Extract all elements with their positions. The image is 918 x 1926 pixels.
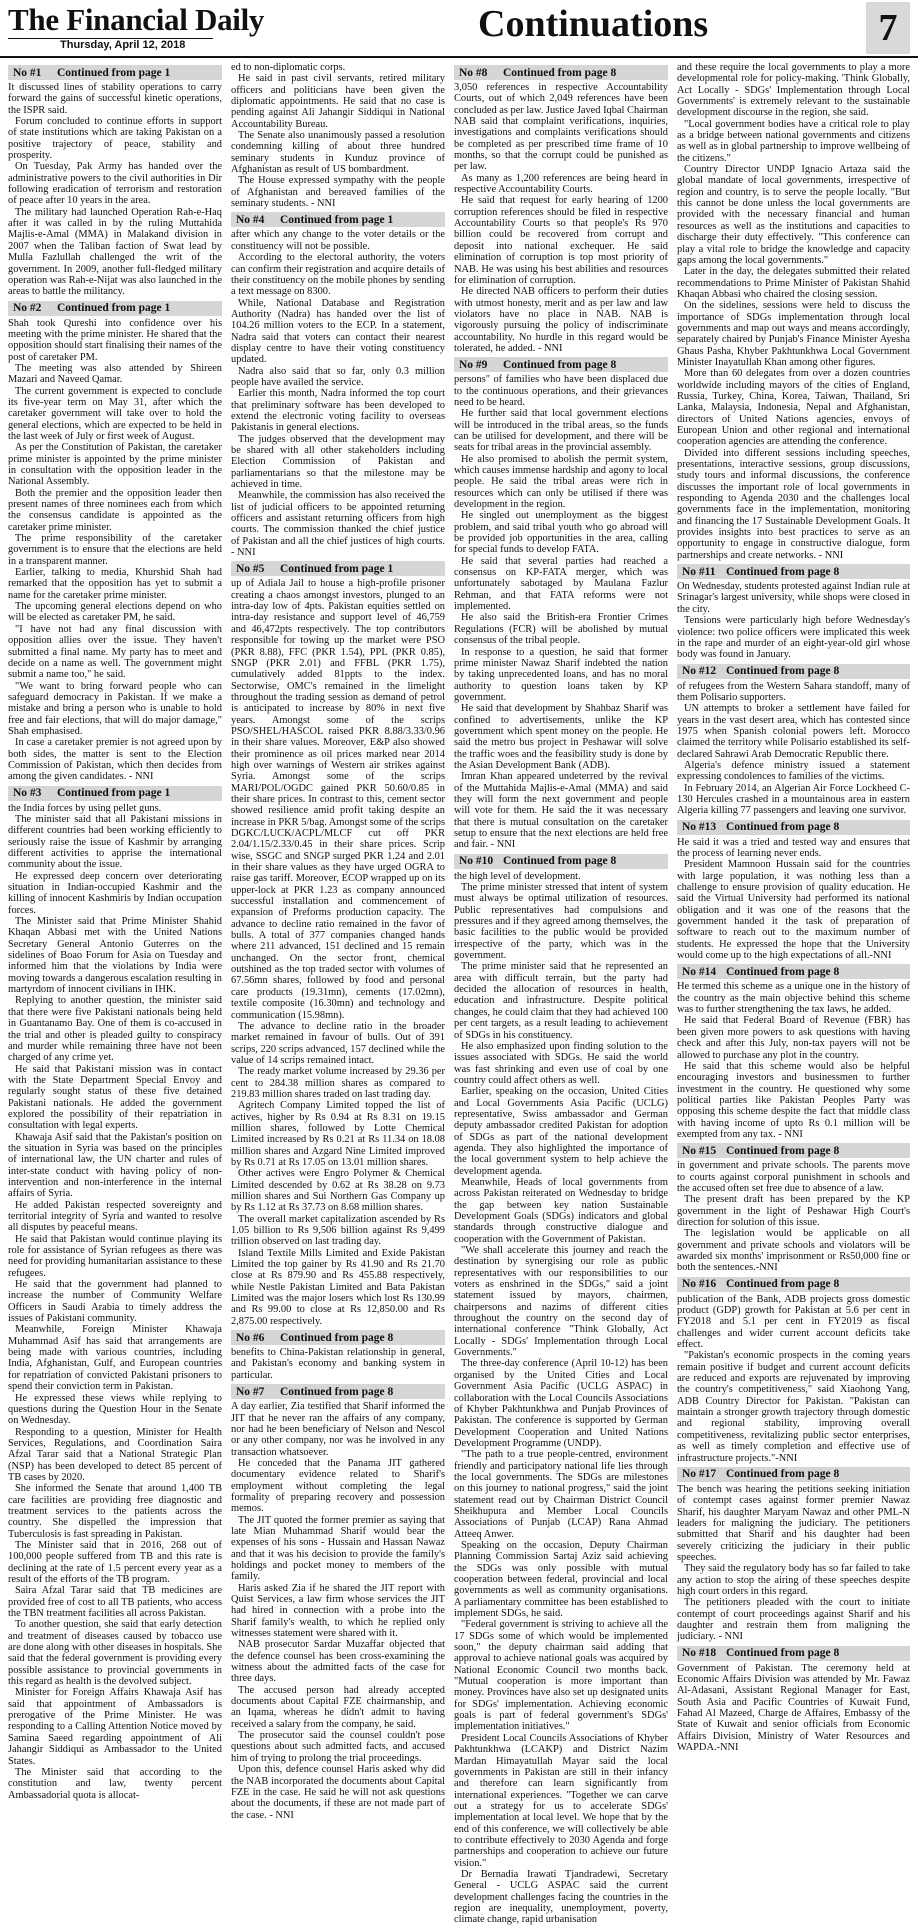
paragraph: The overall market capitalization ascended by Rs 1.05 billion to Rs 9,506 billion against Rs 9,499 trillion observed on last trading day. xyxy=(231,1213,445,1248)
paragraph: Nadra also said that so far, only 0.3 million people have availed the service. xyxy=(231,365,445,388)
story-body xyxy=(454,871,668,1926)
paragraph: The House expressed sympathy with the people of Afghanistan and bereaved families of the seminary students. - NNI xyxy=(231,175,445,210)
story-body xyxy=(8,803,222,1801)
story-body xyxy=(677,1160,910,1273)
paragraph: The JIT quoted the former premier as saying that late Mian Muhammad Sharif would bear the expenses of his sons - Hussain and Hassan Nawaz and that it was his decision to provide the family's holdings and pocket money to members of the family. xyxy=(231,1514,445,1583)
paragraph: The accused person had already accepted documents about Capital FZE chairmanship, and an Iqama, whereas he didn't admit to having received a salary from the company, he said. xyxy=(231,1684,445,1730)
paragraph: ed to non-diplomatic corps. xyxy=(231,62,346,73)
continuation-header xyxy=(454,65,668,80)
paragraph: He directed NAB officers to perform their duties with utmost honesty, merit and as per law and law violators have no place in NAB. NAB is vigorously pursuing the policy of indiscriminate accountability. No hurdle in this regard would be tolerated, he added. - NNI xyxy=(454,286,668,354)
paragraph: The Minister said that Prime Minister Shahid Khaqan Abbasi met with the United Nations Secretary General Antonio Guterres on the sidelines of Boao Forum for Asia on Tuesday and informed him that the violations by India were moving towards a dangerous escalation resulting in martyrdom of innocent civilians in IHK. xyxy=(8,916,222,996)
paragraph: He said it was a tried and tested way and ensures that the process of learning never ends. xyxy=(677,836,910,859)
paragraph: Minister for Foreign Affairs Khawaja Asif has said that appointment of Ambassadors is prerogative of the Prime Minister. He was responding to a Calling Attention Notice moved by Samina Saeed regarding appointment of Ali Jahangir Siddiqui as Ambassador to the United States. xyxy=(8,1687,222,1767)
continued-from-label: Continued from page 8 xyxy=(503,855,617,868)
paragraph: The advance to decline ratio in the broader market remained in favour of bulls. Out of 391 scrips, 220 scrips advanced, 157 declined while the value of 14 scrips remained intact. xyxy=(231,1020,445,1066)
paragraph: According to the electoral authority, the voters can confirm their registration and acquire details of their constituency on the mobile phones by sending a text message on 8300. xyxy=(231,252,445,298)
paragraph: She informed the Senate that around 1,400 TB care facilities are providing free diagnostic and treatment services to the patients across the country. She dispelled the impression that Tuberculosis is fast spreading in Pakistan. xyxy=(8,1483,222,1540)
paragraph: A day earlier, Zia testified that Sharif informed the JIT that he never ran the affairs of any company, nor had he been beneficiary of Nelson and Nescol or any other company, nor was he involved in any transaction whatsoever. xyxy=(231,1401,445,1458)
paragraph: Responding to a question, Minister for Health Services, Regulations, and Coordination Saira Afzal Tarar said that a National Strategic Plan (NSP) has been developed to detect 85 percent of TB cases by 2020. xyxy=(8,1426,222,1483)
continuation-header xyxy=(677,664,910,679)
paragraph: On Wednesday, students protested against Indian rule at Srinagar's largest university, while shops were closed in the city. xyxy=(677,581,910,615)
story-body xyxy=(677,62,910,561)
paragraph: He also promised to abolish the permit system, which causes immense hardship and agony to local people. He said the tribal areas were rich in resources which can only be utilised if there was development in the region. xyxy=(454,453,668,511)
paragraph: "We want to bring forward people who can safeguard democracy in Pakistan. If we make a mistake and bring a person who is unable to hold free and fair elections, that will do major damage," Shah emphasised. xyxy=(8,680,222,737)
paragraph: He also said the British-era Frontier Crimes Regulations (FCR) will be abolished by mutual consensus of the tribal people. xyxy=(454,612,668,647)
continuation-header xyxy=(677,1143,910,1158)
story-number: No #4 xyxy=(236,213,265,226)
continuation-header xyxy=(231,561,445,576)
publication-name: The Financial Daily xyxy=(8,2,265,37)
story-number: No #18 xyxy=(682,1647,717,1660)
continued-from-label: Continued from page 8 xyxy=(726,665,840,678)
paragraph: The ready market volume increased by 29.36 per cent to 284.38 million shares as compared to 219.83 million shares traded on last trading day. xyxy=(231,1066,445,1100)
continuation-header xyxy=(454,854,668,869)
story-number: No #9 xyxy=(459,358,488,371)
story-body xyxy=(677,1294,910,1464)
story-body xyxy=(231,1347,445,1381)
paragraph: It discussed lines of stability operations to carry forward the gains of successful kinetic operations, the ISPR said. xyxy=(8,82,222,116)
paragraph: The current government is expected to conclude its five-year term on May 31, after which the caretaker government will take over to hold the general elections, which are expected to be held in the last week of July or first week of August. xyxy=(8,385,222,442)
paragraph: The Minister said that in 2016, 268 out of 100,000 people suffered from TB and this rate is declining at the rate of 1.5 percent every year as a result of the efforts of the TB program. xyxy=(8,1539,222,1585)
continued-from-label: Continued from page 1 xyxy=(57,787,171,800)
story-number: No #14 xyxy=(682,965,717,978)
paragraph: Government of Pakistan. The ceremony held at Economic Affairs Division was attended by Mr. Fawaz Al-Adasani, Assistant Regional Manager for East, South Asia and Pacific Countries of Kuwait Fund, Fahad Al Mazeed, Charge de Affaires, Embassy of the State of Kuwait and senior officials from Economic Affairs Division, Ministry of Water Resources and WAPDA.-NNI xyxy=(677,1662,910,1754)
paragraph: "We shall accelerate this journey and reach the destination by synergising our role as public representatives with our responsibilities to our voters as enshrined in the SDGs," said a joint statement issued by mayors, chairmen, chairpersons and nazims of different cities throughout the country on the second day of international conference "Think Globally, Act Locally - SDGs' Implementation through Local Governments." xyxy=(454,1245,668,1359)
page-number: 7 xyxy=(866,2,910,54)
paragraph: persons" of families who have been displaced due to the continuous operations, and their grievances need to be heard. xyxy=(454,374,668,408)
paragraph: the India forces by using pellet guns. xyxy=(8,802,162,814)
paragraph: Dr Bernadia Irawati Tjandradewi, Secretary General - UCLG ASPAC said the current development challenges facing the countries in the region are inequality, unemployment, poverty, climate change, rapid urbanisation xyxy=(454,1868,668,1926)
story-body xyxy=(8,318,222,783)
paragraph: The legislation would be applicable on all government and private schools and violators will be awarded six months' imprisonment or Rs50,000 fine or both the sentences.-NNI xyxy=(677,1228,910,1274)
paragraph: NAB prosecutor Sardar Muzaffar objected that the defence counsel has been cross-examining the witness about the admitted facts of the case for three days. xyxy=(231,1639,445,1685)
paragraph: He said that this scheme would also be helpful encouraging investors and businessmen to further investment in the country. He questioned why some political parties like Pakistan Peoples Party was opposing this scheme despite the fact that middle class with having income of upto Rs 0.1 million will be exempted from any tax. - NNI xyxy=(677,1060,910,1140)
paragraph: The petitioners pleaded with the court to initiate contempt of court proceedings against Sharif and his daughter and restrain them from maligning the judiciary. - NNI xyxy=(677,1597,910,1643)
paragraph: In February 2014, an Algerian Air Force Lockheed C-130 Hercules crashed in a mountainous area in eastern Algeria killing 77 passengers and leaving one survivor. xyxy=(677,782,910,817)
issue-date: Thursday, April 12, 2018 xyxy=(60,39,186,51)
paragraph: To another question, she said that early detection and treatment of diseases caused by tobacco use are done along with other diseases in hospitals. She said that the federal government is providing every possible assistance to provincial governments in this regard as health is the devolved subject. xyxy=(8,1619,222,1688)
paragraph: He conceded that the Panama JIT gathered documentary evidence related to Sharif's employment without completing the legal formality of preparing recovery and possession memos. xyxy=(231,1457,445,1515)
paragraph: The present draft has been prepared by the KP government in the light of Peshawar High Court's direction for solution of this issue. xyxy=(677,1194,910,1228)
column-4 xyxy=(677,62,910,1754)
continued-from-label: Continued from page 1 xyxy=(280,213,394,226)
continued-from-label: Continued from page 1 xyxy=(57,302,171,315)
paragraph: UN attempts to broker a settlement have failed for years in the vast desert area, which has contested since 1975 when Spanish colonial powers left. Morocco claimed the territory while Polisario established its self-declared Sahrawi Arab Democratic Republic there. xyxy=(677,703,910,760)
column-2 xyxy=(231,62,445,1821)
continued-from-label: Continued from page 8 xyxy=(280,1331,394,1344)
paragraph: Other actives were Engro Polymer & Chemical Limited descended by 0.62 at Rs 38.28 on 9.73 million shares and Sui Northern Gas Company up by Rs 1.12 at Rs 37.73 on 8.68 million shares. xyxy=(231,1168,445,1214)
story-body xyxy=(8,82,222,298)
paragraph: President Local Councils Associations of Khyber Pakhtunkhwa (LCAKP) and District Nazim Mardan Himayatullah Mayar said the local governments in Pakistan are still in their infancy and therefore can learn significantly from international experiences. "Together we can carve out a strategy for us to accelerate SDGs' implementation at local level. We hope that by the end of this conference, we will collectively be able to contribute effectively to 2030 Agenda and forge partnerships and cooperation to achieve our future vision." xyxy=(454,1732,668,1869)
masthead xyxy=(0,0,918,58)
paragraph: He said that Pakistani mission was in contact with the State Department Special Envoy and regularly sought status of these five detained Pakistani nationals. He added the government explored the possibility of their repatriation in consultation with legal experts. xyxy=(8,1063,222,1132)
continuation-header xyxy=(8,65,222,80)
story-body xyxy=(677,837,910,962)
paragraph: In case a caretaker premier is not agreed upon by both sides, the matter is sent to the Election Commission of Pakistan, which then decides from among the given candidates. - NNI xyxy=(8,737,222,783)
paragraph: He also emphasized upon finding solution to the issues associated with SDGs. He said the world was fast shrinking and even use of coal by one country could affect others as well. xyxy=(454,1040,668,1086)
paragraph: Algeria's defence ministry issued a statement expressing condolences to families of the victims. xyxy=(677,759,910,783)
paragraph: The three-day conference (April 10-12) has been organised by the United Cities and Local Government Asia Pacific (UCLG ASPAC) in collaboration with the Local Councils Associations of Khyber Pakhtunkhwa and Punjab Provinces of Pakistan. The conference is supported by German Development Cooperation and United Nations Development Programme (UNDP). xyxy=(454,1358,668,1449)
continued-from-label: Continued from page 1 xyxy=(280,562,394,575)
paragraph: He singled out unemployment as the biggest problem, and said tribal youth who go abroad will be provided job opportunities in the area, calling for special funds to develop FATA. xyxy=(454,510,668,556)
story-number: No #3 xyxy=(13,787,42,800)
column-1 xyxy=(8,62,222,1801)
story-body xyxy=(677,1484,910,1643)
paragraph: Island Textile Mills Limited and Exide Pakistan Limited the top gainer by Rs 41.90 and Rs 21.70 close at Rs 879.90 and Rs 455.88 respectively, while Nestle Pakistan Limited and Bata Pakistan Limited was the major losers which lost Rs 130.99 and Rs 99.00 to close at Rs 12,850.00 and Rs 2,875.00 respectively. xyxy=(231,1247,445,1327)
continuation-header xyxy=(677,564,910,579)
paragraph: after which any change to the voter details or the constituency will not be possible. xyxy=(231,229,445,252)
paragraph: Country Director UNDP Ignacio Artaza said the global mandate of local governments, irrespective of region and country, is to serve the people locally. "But this cannot be done unless the local governments are provided with the necessary financial and human resources as well as the institutions and capacities to discharge their duty effectively. "This conference can play a vital role to bridge the knowledge and capacity gaps among the local governments." xyxy=(677,164,910,266)
paragraph: The Senate also unanimously passed a resolution condemning killing of about three hundred seminary students in Kunduz province of Afghanistan as result of US bombardment. xyxy=(231,130,445,176)
continued-from-label: Continued from page 8 xyxy=(726,1647,840,1660)
paragraph: He expressed deep concern over deteriorating situation in Indian-occupied Kashmir and the killing of innocent Kashmiris by Indian occupation forces. xyxy=(8,870,222,916)
paragraph: The prime minister stressed that intent of system must always be optimal utilization of resources. Public representatives had compulsions and pressures and if they agreed among themselves, the basic facilities to the public would be provided irrespective of the party, which was in the government. xyxy=(454,882,668,962)
story-body xyxy=(677,681,910,817)
continuation-header xyxy=(231,212,445,227)
paragraph: He said that Pakistan would continue playing its role for assistance of Syrian refugees as there was need for providing humanitarian assistance to these refugees. xyxy=(8,1233,222,1279)
paragraph: He said that Federal Board of Revenue (FBR) has been given more powers to ask questions with having check and after this July, non-tax payers will not be allowed to purchase any plot in the country. xyxy=(677,1015,910,1061)
continued-from-label: Continued from page 8 xyxy=(726,821,840,834)
paragraph: Haris asked Zia if he shared the JIT report with Quist Services, a law firm whose services the JIT had hired in connection with a probe into the Sharif family's wealth, to which he replied only witnesses statement were shared with it. xyxy=(231,1582,445,1640)
paragraph: "Local government bodies have a critical role to play as a bridge between national governments and citizens as well as in global partnership to improve wellbeing of the citizens." xyxy=(677,118,910,164)
story-body xyxy=(677,981,910,1140)
story-body xyxy=(231,229,445,558)
continued-from-label: Continued from page 8 xyxy=(280,1385,394,1398)
paragraph: Shah took Qureshi into confidence over his meeting with the prime minister. He shared that the opposition should start finalising their names of the post of caretaker PM. xyxy=(8,317,222,363)
continued-from-label: Continued from page 8 xyxy=(726,1278,840,1291)
story-number: No #1 xyxy=(13,66,42,79)
paragraph: On Tuesday, Pak Army has handed over the administrative powers to the civil authorities in Dir following eradication of terrorism and restoration of peace after 10 years in the area. xyxy=(8,161,222,207)
paragraph: He added Pakistan respected sovereignty and territorial integrity of Syria and wanted to resolve all disputes by peaceful means. xyxy=(8,1199,222,1234)
continuation-header xyxy=(8,786,222,801)
story-body xyxy=(677,581,910,660)
paragraph: He said that development by Shahbaz Sharif was confined to advertisements, unlike the KP government which spent money on the people. He said the metro bus project in Peshawar will solve the traffic woes and the feasibility study is done by the Asian Development Bank (ADB). xyxy=(454,703,668,771)
section-title: Continuations xyxy=(478,3,709,45)
story-number: No #2 xyxy=(13,302,42,315)
continued-from-label: Continued from page 8 xyxy=(726,1144,840,1157)
paragraph: More than 60 delegates from over a dozen countries worldwide including mayors of the cities of England, Russia, Turkey, China, Korea, Taiwan, Thailand, Sri Lanka, Malaysia, Indonesia, Nepal and Afghanistan, directors of United Nations agencies, envoys of European Union and other regional and international cooperation agencies are attending the conference. xyxy=(677,368,910,448)
paragraph: Meanwhile, Foreign Minister Khawaja Muhammad Asif has said that arrangements are being made with various countries, including India, Afghanistan, Gulf, and European countries for repatriation of convicted Pakistani prisoners to spend their conviction term in Pakistan. xyxy=(8,1324,222,1393)
paragraph: Speaking on the occasion, Deputy Chairman Planning Commission Sartaj Aziz said achieving the SDGs was only possible with mutual cooperation between federal, provincial and local governments as well as community organisations. A parliamentary committee has been established to implement SDGs, he said. xyxy=(454,1539,668,1620)
story-number: No #11 xyxy=(682,565,716,578)
paragraph: He said that several parties had reached a consensus on KP-FATA merger, which was unfortunately sabotaged by Maulana Fazlur Rehman, and that FATA reforms were not implemented. xyxy=(454,555,668,613)
paragraph: Meanwhile, Heads of local governments from across Pakistan reiterated on Wednesday to bridge the gap between key nation Sustainable Development Goals (SDGs) indicators and global standards through constructive dialogue and cooperation with the Government of Pakistan. xyxy=(454,1176,668,1245)
paragraph: The judges observed that the development may be shared with all other stakeholders including Election Commission of Pakistan and parliamentarians so that the milestone may be achieved in time. xyxy=(231,433,445,491)
story-number: No #16 xyxy=(682,1278,717,1291)
paragraph: As many as 1,200 references are being heard in respective Accountability Courts. xyxy=(454,172,668,196)
paragraph: The prime minister said that he represented an area with difficult terrain, but the party had decided the allocation of resources in health, education and infrastructure. Despite political changes, he could claim that they had achieved 100 per cent targets, as a result leading to achievement of SDGs in his constituency. xyxy=(454,961,668,1041)
paragraph: The prime responsibility of the caretaker government is to ensure that the elections are held in a transparent manner. xyxy=(8,533,222,567)
continuation-header xyxy=(454,357,668,372)
paragraph: Replying to another question, the minister said that there were five Pakistani nationals being held in Guantanamo Bay. One of them is co-accused in the trial and other is pleaded guilty to conspiracy and murder while remaining three have not been charged of any crime yet. xyxy=(8,995,222,1064)
continued-from-label: Continued from page 8 xyxy=(503,66,617,79)
paragraph: On the sidelines, sessions were held to discuss the importance of SDGs implementation through local governments and map out ways and means accordingly, separately chaired by Punjab's Finance Minister Ayesha Ghaus Pasha, Khyber Pakhtunkhwa Local Government Minister Inayatullah Khan among other figures. xyxy=(677,300,910,368)
story-number: No #10 xyxy=(459,855,494,868)
story-number: No #6 xyxy=(236,1331,265,1344)
paragraph: "Federal government is striving to achieve all the 17 SDGs some of which would be implemented soon," the deputy chairman said adding that approval to achieve national goals was acquired by National Economic Council two months back. "Mutual cooperation is more important than money. Provinces have also set up designated units for SDGs' implementation. Achieving economic goals is part of federal government's SDGs' implementation initiatives." xyxy=(454,1619,668,1733)
paragraph: Divided into different sessions including speeches, presentations, interactive sessions, group discussions, study tours and informal discussions, the conference discusses the important role of local governments in responding to Agenda 2030 and the challenges local governments face in the implementation, monitoring and financing the 17 Sustainable Development Goals. It provides insights into best practices to serve as an opportunity to engage in constructive dialogue, form partnerships and create networks. - NNI xyxy=(677,447,910,561)
continuation-header xyxy=(8,301,222,316)
paragraph: Agritech Company Limited topped the list of actives, higher by Rs 0.94 at Rs 8.31 on 19.15 million shares, followed by Lotte Chemical Limited increased by Rs 0.21 at Rs 11.34 on 18.08 million shares and Azgard Nine Limited improved by Rs 0.71 at Rs 17.05 on 13.01 million shares. xyxy=(231,1100,445,1168)
story-body xyxy=(454,82,668,354)
story-number: No #5 xyxy=(236,562,265,575)
paragraph: Earlier this month, Nadra informed the top court that preliminary software has been developed to extend the electronic voting facility to overseas Pakistanis in general elections. xyxy=(231,388,445,434)
paragraph: publication of the Bank, ADB projects gross domestic product (GDP) growth for Pakistan at 5.6 per cent in FY2018 and 5.1 per cent in FY2019 as fiscal challenges and wider current account deficits take effect. xyxy=(677,1293,910,1351)
continued-from-label: Continued from page 8 xyxy=(503,358,617,371)
paragraph: benefits to China-Pakistan relationship in general, and Pakistan's economy and banking system in particular. xyxy=(231,1347,445,1381)
continuation-header xyxy=(677,1277,910,1292)
paragraph: Earlier, talking to media, Khurshid Shah had remarked that the opposition has yet to submit a name for the caretaker prime minister. xyxy=(8,567,222,601)
continuation-header xyxy=(231,1384,445,1399)
paragraph: Upon this, defence counsel Haris asked why did the NAB incorporated the documents about Capital FZE in the case. He said he will not ask questions about the documents, if these are not made part of the case. - NNI xyxy=(231,1764,445,1821)
story-body xyxy=(231,1401,445,1821)
continuation-header xyxy=(677,1467,910,1482)
paragraph: He said in past civil servants, retired military officers and politicians have been given the diplomatic appointments. He said that no case is pending against Ali Jahangir Siddiqui in National Accountability Bureau. xyxy=(231,73,445,130)
paragraph: He further said that local government elections will be introduced in the tribal areas, so the funds can be utilised for development, and there will be seats for tribal areas in the provincial assembly. xyxy=(454,408,668,454)
paragraph: Saira Afzal Tarar said that TB medicines are provided free of cost to all TB patients, who access the TBN treatment facilities all across Pakistan. xyxy=(8,1585,222,1620)
paragraph: "Pakistan's economic prospects in the coming years remain positive if budget and current account deficits are reduced and exports are rejuvenated by improving the country's competitiveness," said Xiaohong Yang, ADB Country Director for Pakistan. "Pakistan can maintain a stronger growth trajectory through domestic and regional stability, improving overall competitiveness, revitalizing public sector enterprises, as well as timely completion and effective use of infrastructure projects."-NNI xyxy=(677,1350,910,1464)
paragraph: Forum concluded to continue efforts in support of state institutions which are taking Pakistan on a positive trajectory of peace, stability and prosperity. xyxy=(8,116,222,162)
header-divider xyxy=(0,56,918,58)
column-3 xyxy=(454,62,668,1926)
paragraph: In response to a question, he said that former prime minister Nawaz Sharif indebted the nation by taking unprecedented loans, and has no moral authority to question loans taken by KP government. xyxy=(454,646,668,703)
paragraph: President Mamnoon Hussain said for the countries with large population, it was nothing less than a challenge to ensure provision of quality education. He said the Virtual University had performed its national obligation and it was one of the reasons that the government handed it the task of preparation of software to reach out to the maximum number of students. He expressed the hope that the University would come up to the high expectations of all.-NNI xyxy=(677,859,910,962)
story-body xyxy=(677,1663,910,1754)
continuation-header xyxy=(677,820,910,835)
continued-from-label: Continued from page 8 xyxy=(726,965,840,978)
paragraph: The Minister said that according to the constitution and law, twenty percent Ambassadorial quota is allocat- xyxy=(8,1766,222,1801)
story-number: No #13 xyxy=(682,821,717,834)
story-number: No #7 xyxy=(236,1385,265,1398)
paragraph: of refugees from the Western Sahara standoff, many of them Polisario supporters. xyxy=(677,680,910,703)
story-body xyxy=(231,578,445,1327)
continuation-header xyxy=(231,1330,445,1345)
story-number: No #17 xyxy=(682,1468,717,1481)
paragraph: Tensions were particularly high before Wednesday's violence: two police officers were implicated this week in the rape and murder of an eight-year-old girl whose body was found in January. xyxy=(677,615,910,661)
continuation-header xyxy=(677,1646,910,1661)
paragraph: 3,050 references in respective Accountability Courts, out of which 2,049 references have been concluded as per law. Justice Javed Iqbal Chairman NAB said that complaint verifications, inquiries, investigations and complaints verifications should be completed as per prescribed time frame of 10 months, so that the corrupt could be punished as per law. xyxy=(454,82,668,173)
paragraph: and these require the local governments to play a more developmental role for policy-making. 'Think Globally, Act Locally - SDGs' Implementation through Local Governments' is extremely relevant to the sustainable development discourse in the region, she said. xyxy=(677,62,910,119)
continuation-header xyxy=(677,964,910,979)
paragraph: The upcoming general elections depend on who will be elected as caretaker PM, he said. xyxy=(8,601,222,624)
story-body xyxy=(231,62,445,209)
paragraph: "I have not had any final discussion with opposition allies over the issue. They haven't submitted a final name. My party has to meet and decide on a name as well. The government might submit a name too," he said. xyxy=(8,623,222,681)
paragraph: He said that the government had planned to increase the number of Community Welfare Officers in Saudi Arabia to timely address the issues of Pakistani community. xyxy=(8,1279,222,1325)
paragraph: Khawaja Asif said that the Pakistan's position on the situation in Syria was based on the principles of international law, the UN charter and rules of inter-state conduct with having policy of non-intervention and non-interference in the internal affairs of Syria. xyxy=(8,1131,222,1200)
paragraph: Earlier, speaking on the occasion, United Cities and Local Governments Asia Pacific (UCLG) representative, Swiss ambassador and German deputy ambassador credited Pakistan for adoption of SDGs as part of the national development agenda. They also highlighted the importance of the local government system to help achieve the development agenda. xyxy=(454,1086,668,1177)
paragraph: The bench was hearing the petitions seeking initiation of contempt cases against former premier Nawaz Sharif, his daughter Maryam Nawaz and other PML-N leaders for maligning the judiciary. The petitioners submitted that Sharif and his daughter had been severely criticizing the judiciary in their public speeches. xyxy=(677,1483,910,1563)
paragraph: He termed this scheme as a unique one in the history of the country as the main objective behind this scheme was to further strengthening the tax laws, he added. xyxy=(677,981,910,1016)
continued-from-label: Continued from page 1 xyxy=(57,66,171,79)
paragraph: He said that request for early hearing of 1200 corruption references should be filed in respective Accountability Courts so that people's Rs 970 billion could be recovered from corrupt and deposit into national exchequer. He said elimination of corruption is top most priority of NAB. He was using his best abilities and resources for elimination of corruption. xyxy=(454,195,668,286)
paragraph: the high level of development. xyxy=(454,870,581,882)
continued-from-label: Continued from page 8 xyxy=(726,1468,840,1481)
paragraph: They said the regulatory body has so far failed to take any action to stop the airing of these speeches despite high court orders in this regard. xyxy=(677,1563,910,1597)
story-body xyxy=(454,374,668,850)
paragraph: Both the premier and the opposition leader then present names of three nominees each from which the consensus candidate is appointed as the caretaker prime minister. xyxy=(8,487,222,533)
paragraph: in government and private schools. The parents move to courts against corporal punishment in schools and the accused often set free due to absence of a law. xyxy=(677,1160,910,1194)
story-number: No #15 xyxy=(682,1144,717,1157)
paragraph: The meeting was also attended by Shireen Mazari and Naveed Qamar. xyxy=(8,362,222,386)
paragraph: Meanwhile, the commission has also received the list of judicial officers to be appointed returning officers and assistant returning officers from high courts. The commission thanked the chief justice of Pakistan and all the chief justices of high courts. - NNI xyxy=(231,490,445,559)
paragraph: Imran Khan appeared undeterred by the revival of the Muttahida Majlis-e-Amal (MMA) and said they will form the next government and people will vote for them. He said the it was necessary that there is mutual consultation on the caretaker setup to ensure that the next elections are held free and fair. - NNI xyxy=(454,771,668,851)
story-number: No #12 xyxy=(682,665,717,678)
paragraph: Later in the day, the delegates submitted their related recommendations to Prime Minister of Pakistan Shahid Khaqan Abbasi who chaired the closing session. xyxy=(677,266,910,300)
story-number: No #8 xyxy=(459,66,488,79)
paragraph: The military had launched Operation Rah-e-Haq after it was called in by the ruling Muttahida Majlis-e-Amal (MMA) in Malakand division in 2007 when the Taliban faction of Swat lead by Mulla Fazlullah challenged the writ of the government. In 2009, another full-fledged military operation was Rah-e-Nijat was also launched in the areas to battle the militancy. xyxy=(8,206,222,298)
paragraph: He expressed these views while replying to questions during the Question Hour in the Senate on Wednesday. xyxy=(8,1392,222,1427)
paragraph: up of Adiala Jail to house a high-profile prisoner creating a chaos amongst investors, plunged to an intra-day low of 4pts. Pakistan equities settled on intra-day resistance and support level of 46,759 and 46,472pts respectively. The top contributors responsible for towing up the market were PSO (PKR 8.88), FFC (PKR 1.54), PPL (PKR 0.85), SNGP (PKR 2.01) and FFBL (PKR 1.75), cumulatively added 81ppts to the index. Sectorwise, OMC's remained in the limelight throughout the trading session as demand of petrol is anticipated to increase by 80% in next five years. Amongst some of the scrips PSO/SHEL/HASCOL raised PKR 8.88/3.33/0.96 in their share values. Moreover, E&P also showed their prominence as oil prices marked near 2014 high over warnings of Western air strikes against Syria. Amongst some of the scrips MARI/POL/OGDC gained PKR 50.60/0.85 in their share prices. In contrast to this, cement sector showed resilience amid profit taking despite an increase in PKR 5/bag. Amongst some of the scrips DGKC/LUCK/ACPL/MLCF cut off PKR 2.04/1.15/2.33/0.45 in their share prices. Scrip wise, SSGC and SNGP surged PKR 1.24 and 2.01 in their share values as they have urged OGRA to raise gas tariff. Moreover, ECOP wrapped up on its upper-lock at PKR 1.23 as company announced successful installation and commencement of expansion of Preforms production capacity. The advance to decline ratio remained in the favor of bulls. A total of 377 companies changed hands where 211 advanced, 151 declined and 15 remain unchanged. On the sector front, chemical outshined as the top traded sector with volumes of 67.56mn shares, followed by food and personal care products (19.31mn), cements (17.02mn), textile composite (16.30mn) and technology and communication (15.98mn). xyxy=(231,578,445,1021)
paragraph: "The path to a true people-centred, environment friendly and participatory national life lies through the local governments. The SDGs are milestones on this journey to national progress," said the joint statement read out by Chairman District Council Sheikhupura and Member Local Councils Associations of Punjab (LCAP) Rana Ahmad Atteeq Anwer. xyxy=(454,1449,668,1540)
paragraph: The minister said that all Pakistani missions in different countries had been working efficiently to seriously raise the issue of Kashmir by arranging different activities to apprise the international community about the issue. xyxy=(8,813,222,871)
paragraph: As per the Constitution of Pakistan, the caretaker prime minister is appointed by the prime minister in consultation with the opposition leader in the National Assembly. xyxy=(8,442,222,488)
paragraph: The prosecutor said the counsel couldn't pose questions about such admitted facts, and accused him of trying to prolong the trial proceedings. xyxy=(231,1730,445,1764)
paragraph: While, National Database and Registration Authority (Nadra) has handed over the list of 104.26 million voters to the ECP. In a statement, Nadra said that voters can contact their nearest display centre to have their voting constituency updated. xyxy=(231,297,445,366)
continued-from-label: Continued from page 8 xyxy=(726,565,840,578)
